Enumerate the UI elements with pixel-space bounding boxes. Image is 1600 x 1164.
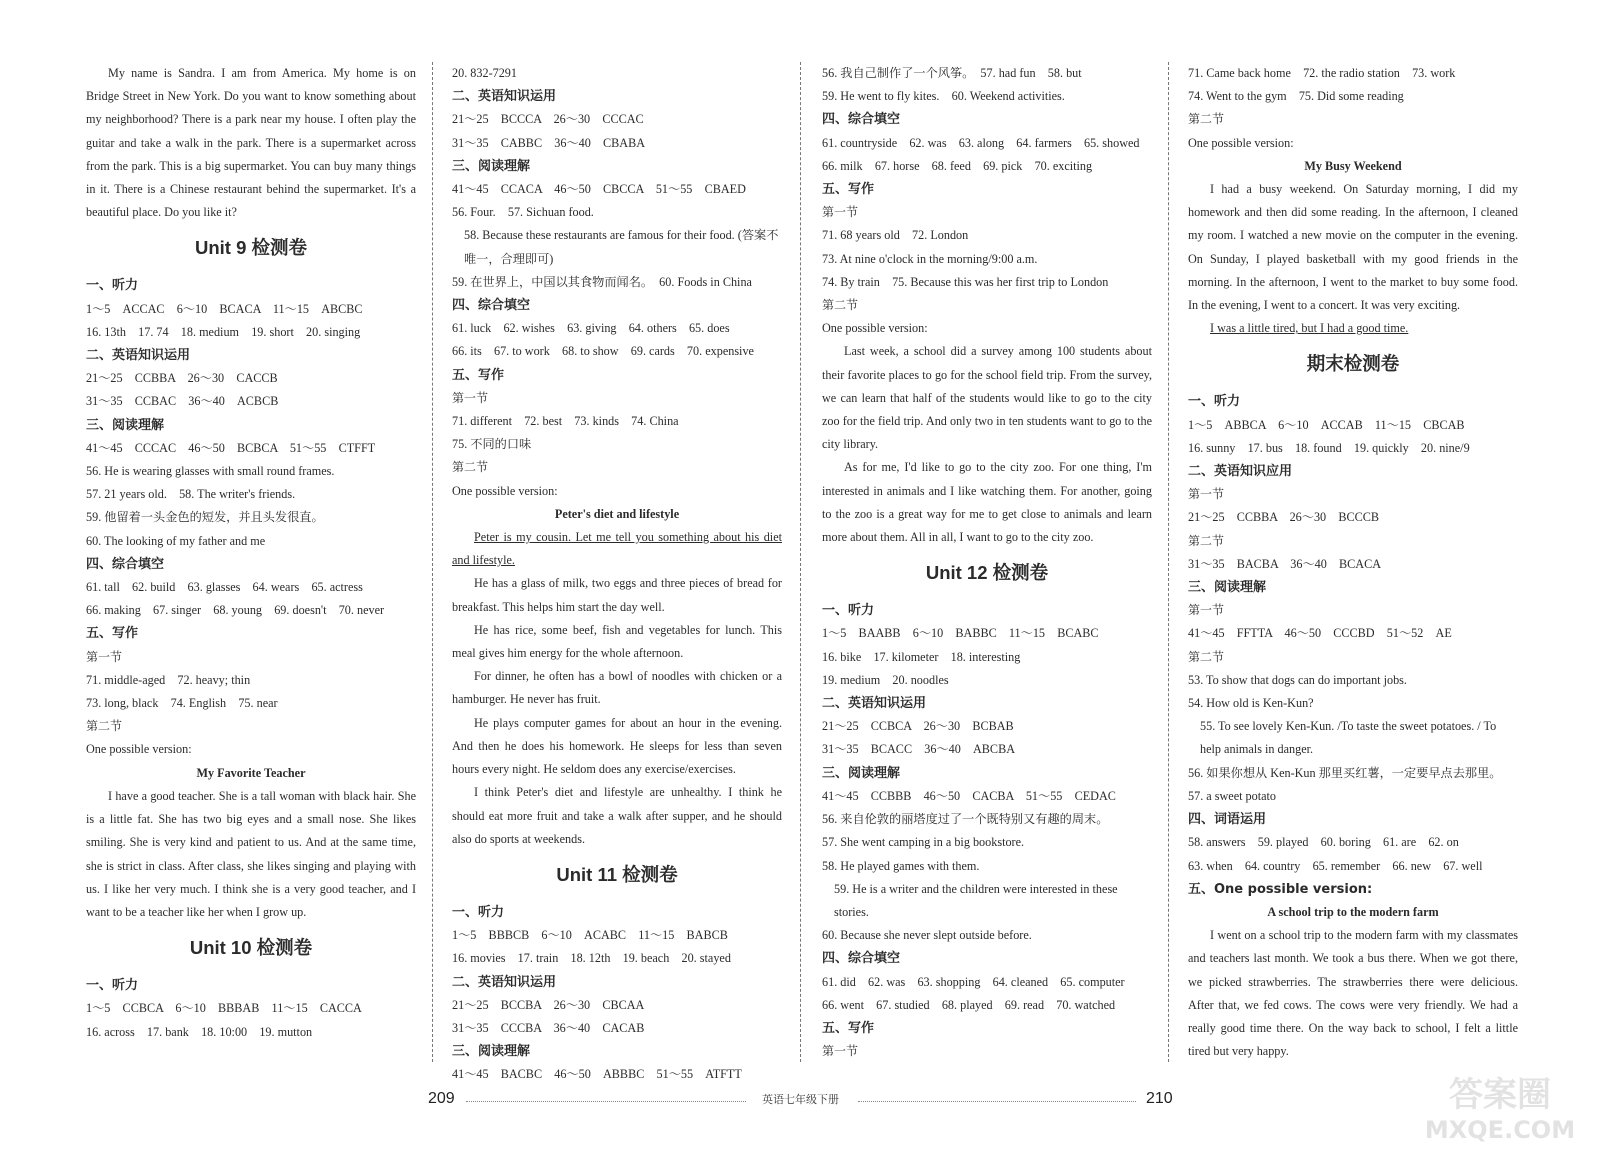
page-number-right: 210 (1146, 1090, 1173, 1107)
subsection-label: 第一节 (1188, 487, 1225, 502)
answer-line: One possible version: (1188, 135, 1294, 150)
column-divider (1168, 62, 1169, 1062)
footer-rule (858, 1101, 1136, 1102)
watermark-logo-text: 答案圈 (1449, 1075, 1551, 1115)
answer-line: 16. sunny 17. bus 18. found 19. quickly 20. nine/9 (1188, 440, 1470, 455)
essay-paragraph: Peter is my cousin. Let me tell you something about his diet and lifestyle. (452, 530, 782, 568)
essay-paragraph: I think Peter's diet and lifestyle are unhealthy. I think he should eat more fruit and take a walk after supper, and he should also do sports at weekends. (452, 785, 782, 846)
subsection-label: 第二节 (452, 460, 489, 475)
section-heading: 二、英语知识运用 (452, 89, 557, 105)
essay-title: Peter's diet and lifestyle (554, 506, 680, 521)
answer-line: 1～5 ABBCA 6～10 ACCAB 11～15 CBCAB (1188, 417, 1465, 432)
answer-line: 73. At nine o'clock in the morning/9:00 a.m. (822, 251, 1038, 266)
answer-line: 16. 13th 17. 74 18. medium 19. short 20. singing (86, 324, 361, 339)
answer-line: 71. middle-aged 72. heavy; thin (86, 672, 251, 687)
column-4 (1188, 62, 1518, 1063)
section-heading: 二、英语知识运用 (452, 974, 557, 990)
answer-line: 71. different 72. best 73. kinds 74. China (452, 414, 679, 429)
answer-line: 71. Came back home 72. the radio station 73. work (1188, 66, 1456, 80)
unit12-title: Unit 12 检测卷 (925, 562, 1049, 584)
column-3 (822, 62, 1152, 1063)
answer-line: 56. He is wearing glasses with small round frames. (86, 464, 335, 479)
answer-line: 66. making 67. singer 68. young 69. doesn't 70. never (86, 603, 385, 618)
answer-line: 31～35 BCACC 36～40 ABCBA (822, 742, 1015, 757)
answer-line: 21～25 BCCCA 26～30 CCCAC (452, 112, 644, 127)
answer-line: 60. Because she never slept outside before. (822, 928, 1032, 943)
subsection-label: 第二节 (1188, 649, 1225, 664)
section-heading: 一、听力 (86, 978, 139, 994)
answer-line: 58. answers 59. played 60. boring 61. are 62. on (1188, 835, 1459, 850)
essay-paragraph: As for me, I'd like to go to the city zoo. For one thing, I'm interested in animals and I like watching them. For another, going to the zoo is a great way for me to get close to animals and learn more about them. All in all, I want to go to the city zoo. (822, 460, 1152, 545)
answer-line: 58. He played games with them. (822, 858, 980, 873)
section-heading: 五、写作 (86, 626, 139, 642)
section-heading: 四、综合填空 (86, 556, 165, 572)
subsection-label: 第一节 (1188, 603, 1225, 618)
answer-line: 59. He is a writer and the children were interested in these stories. (834, 881, 1118, 919)
answer-line: 59. 他留着一头金色的短发，并且头发很直。 (86, 510, 324, 525)
answer-line: 31～35 CCBAC 36～40 ACBCB (86, 394, 279, 409)
answer-line: 61. luck 62. wishes 63. giving 64. others 65. does (452, 321, 730, 336)
section-heading: 一、听力 (1188, 394, 1241, 410)
subsection-label: 第二节 (1188, 112, 1225, 127)
answer-line: 66. went 67. studied 68. played 69. read 70. watched (822, 997, 1116, 1012)
answer-line: 56. 我自己制作了一个风筝。 57. had fun 58. but (822, 66, 1082, 80)
subsection-label: 第二节 (822, 298, 859, 313)
essay-paragraph: I was a little tired, but I had a good time. (1210, 321, 1409, 336)
section-heading: 一、听力 (86, 278, 139, 294)
column-divider (432, 62, 433, 1062)
answer-line: 16. bike 17. kilometer 18. interesting (822, 649, 1021, 664)
answer-line: 1～5 ACCAC 6～10 BCACA 11～15 ABCBC (86, 301, 363, 316)
section-heading: 一、听力 (452, 904, 505, 920)
essay-paragraph: I went on a school trip to the modern farm with my classmates and teachers last month. We took a bus there. When we got there, we picked strawberries. The strawberries there were delicious. After that, we fed cows. The cows were very friendly. We had a really good time there. On the way back to school, I felt a little tired but very happy. (1188, 928, 1518, 1059)
answer-line: 73. long, black 74. English 75. near (86, 696, 278, 711)
answer-line: 61. tall 62. build 63. glasses 64. wears 65. actress (86, 580, 363, 595)
essay-paragraph: For dinner, he often has a bowl of noodles with chicken or a hamburger. He never has fruit. (452, 669, 782, 707)
answer-line: 74. Went to the gym 75. Did some reading (1188, 89, 1404, 104)
answer-line: 63. when 64. country 65. remember 66. new 67. well (1188, 858, 1483, 873)
unit10-title: Unit 10 检测卷 (189, 937, 313, 959)
section-heading: 四、综合填空 (822, 951, 901, 967)
answer-line: 61. countryside 62. was 63. along 64. farmers 65. showed (822, 135, 1140, 150)
section-heading: 二、英语知识运用 (822, 696, 927, 712)
essay-title: A school trip to the modern farm (1267, 904, 1439, 919)
section-heading: 二、英语知识运用 (86, 348, 191, 364)
answer-line: One possible version: (822, 321, 928, 336)
answer-line: 41～45 BACBC 46～50 ABBBC 51～55 ATFTT (452, 1067, 742, 1082)
answer-line: 21～25 CCBBA 26～30 CACCB (86, 371, 278, 386)
answer-line: 71. 68 years old 72. London (822, 228, 969, 243)
section-heading: 五、写作 (822, 182, 875, 198)
answer-line: 31～35 CABBC 36～40 CBABA (452, 135, 645, 150)
answer-line: 59. 在世界上，中国以其食物而闻名。 60. Foods in China (452, 274, 752, 289)
essay-paragraph: He plays computer games for about an hour in the evening. And then he does his homework. He sleeps for less than seven hours every night. He seldom does any exercise/exercises. (452, 715, 782, 777)
answer-line: 16. movies 17. train 18. 12th 19. beach 20. stayed (452, 951, 731, 966)
unit9-title: Unit 9 检测卷 (194, 237, 308, 259)
writing-sample: My name is Sandra. I am from America. My home is on Bridge Street in New York. Do you want to know something about my neighborhood? There is a park near my house. I often play the guitar and take a walk in the park. There is a supermarket across from the park. This is a big supermarket. You can buy many things in it. There is a Chinese restaurant behind the supermarket. It's a beautiful place. Do you like it? (86, 66, 416, 220)
answer-line: 1～5 CCBCA 6～10 BBBAB 11～15 CACCA (86, 1001, 362, 1016)
answer-line: 54. How old is Ken-Kun? (1188, 696, 1314, 711)
subsection-label: 第二节 (1188, 533, 1225, 548)
answer-line: One possible version: (452, 483, 558, 498)
answer-line: 57. She went camping in a big bookstore. (822, 835, 1025, 850)
answer-line: 60. The looking of my father and me (86, 533, 266, 548)
subsection-label: 第一节 (86, 649, 123, 664)
section-heading: 三、阅读理解 (452, 158, 531, 174)
section-heading: 三、阅读理解 (1188, 580, 1267, 596)
answer-line: 56. 来自伦敦的丽塔度过了一个既特别又有趣的周末。 (822, 812, 1109, 827)
essay-paragraph: I had a busy weekend. On Saturday morning, I did my homework and then did some reading. In the afternoon, I cleaned my room. I watched a new movie on the computer in the evening. On Sunday, I played basketball with my good friends in the morning. In the afternoon, I went to the market to buy some food. In the evening, I went to a concert. It was very exciting. (1188, 182, 1518, 313)
answer-line: 61. did 62. was 63. shopping 64. cleaned 65. computer (822, 974, 1125, 989)
essay-title: My Busy Weekend (1304, 158, 1402, 173)
unit11-title: Unit 11 检测卷 (556, 863, 678, 885)
subsection-label: 第一节 (822, 205, 859, 220)
answer-line: 41～45 FFTTA 46～50 CCCBD 51～52 AE (1188, 626, 1452, 641)
essay-paragraph: I have a good teacher. She is a tall woman with black hair. She is a little fat. She has two big eyes and a small nose. She likes smiling. She is very kind and patient to us. And at the same time, she is strict in class. After class, she likes singing and playing with us. I like her very much. I think she is a very good teacher, and I want to be a teacher like her when I grow up. (86, 788, 416, 919)
answer-line: 57. a sweet potato (1188, 788, 1276, 803)
column-divider (800, 62, 801, 1062)
page-footer (0, 1090, 1600, 1114)
section-heading: 五、写作 (452, 367, 505, 383)
section-heading: 四、综合填空 (822, 112, 901, 128)
answer-line: 20. 832-7291 (452, 66, 517, 80)
column-1 (86, 62, 416, 1044)
answer-line: 56. 如果你想从 Ken-Kun 那里买红薯，一定要早点去那里。 (1188, 765, 1502, 780)
final-exam-title: 期末检测卷 (1306, 353, 1400, 375)
section-heading: 三、阅读理解 (822, 765, 901, 781)
answer-line: 31～35 BACBA 36～40 BCACA (1188, 556, 1381, 571)
answer-line: 53. To show that dogs can do important jobs. (1188, 672, 1407, 687)
section-heading: 三、阅读理解 (86, 417, 165, 433)
subsection-label: 第一节 (452, 390, 489, 405)
footer-title: 英语七年级下册 (762, 1093, 839, 1106)
answer-line: 41～45 CCCAC 46～50 BCBCA 51～55 CTFFT (86, 440, 376, 455)
answer-line: 16. across 17. bank 18. 10:00 19. mutton (86, 1024, 313, 1039)
essay-paragraph: Last week, a school did a survey among 100 students about their favorite places to go for the school field trip. From the survey, we can learn that half of the students would like to go to the city zoo for the field trip. And only two in ten students want to go to the city library. (822, 344, 1152, 452)
section-heading: 四、词语运用 (1188, 812, 1267, 828)
answer-line: 1～5 BAABB 6～10 BABBC 11～15 BCABC (822, 626, 1099, 641)
section-heading: 一、听力 (822, 603, 875, 619)
essay-paragraph: He has rice, some beef, fish and vegetables for lunch. This meal gives him energy for the whole afternoon. (452, 622, 782, 661)
answer-line: 19. medium 20. noodles (822, 672, 949, 687)
essay-paragraph: He has a glass of milk, two eggs and three pieces of bread for breakfast. This helps him start the day well. (452, 576, 782, 614)
section-heading: 四、综合填空 (452, 298, 531, 314)
answer-line: 66. its 67. to work 68. to show 69. cards 70. expensive (452, 344, 754, 359)
watermark-site: MXQE.COM (1424, 1116, 1576, 1144)
answer-line: 21～25 CCBCA 26～30 BCBAB (822, 719, 1014, 734)
answer-line: 56. Four. 57. Sichuan food. (452, 205, 594, 220)
footer-rule (466, 1101, 746, 1102)
answer-line: 74. By train 75. Because this was her first trip to London (822, 274, 1109, 289)
answer-line: 59. He went to fly kites. 60. Weekend activities. (822, 89, 1065, 104)
section-heading: 五、写作 (822, 1020, 875, 1036)
subsection-label: 第一节 (822, 1044, 859, 1059)
answer-line: 21～25 CCBBA 26～30 BCCCB (1188, 510, 1379, 525)
answer-line: 75. 不同的口味 (452, 437, 532, 452)
answer-line: 41～45 CCBBB 46～50 CACBA 51～55 CEDAC (822, 788, 1116, 803)
answer-line: 41～45 CCACA 46～50 CBCCA 51～55 CBAED (452, 182, 746, 197)
answer-line: One possible version: (86, 742, 192, 757)
section-heading: 二、英语知识应用 (1188, 464, 1293, 480)
watermark-logo (1415, 1066, 1585, 1146)
answer-line: 1～5 BBBCB 6～10 ACABC 11～15 BABCB (452, 928, 728, 943)
subsection-label: 第二节 (86, 719, 123, 734)
answer-line: 55. To see lovely Ken-Kun. /To taste the sweet potatoes. / To help animals in danger. (1200, 719, 1497, 757)
answer-line: 21～25 BCCBA 26～30 CBCAA (452, 997, 645, 1012)
answer-line: 66. milk 67. horse 68. feed 69. pick 70. exciting (822, 158, 1093, 173)
section-heading: 五、One possible version: (1188, 881, 1373, 897)
essay-title: My Favorite Teacher (196, 765, 306, 780)
answer-line: 57. 21 years old. 58. The writer's friends. (86, 487, 296, 502)
section-heading: 三、阅读理解 (452, 1044, 531, 1060)
column-2 (452, 62, 782, 1087)
page-number-left: 209 (428, 1090, 455, 1107)
answer-line: 58. Because these restaurants are famous for their food. (答案不唯一，合理即可) (464, 228, 779, 266)
answer-line: 31～35 CCCBA 36～40 CACAB (452, 1020, 645, 1035)
